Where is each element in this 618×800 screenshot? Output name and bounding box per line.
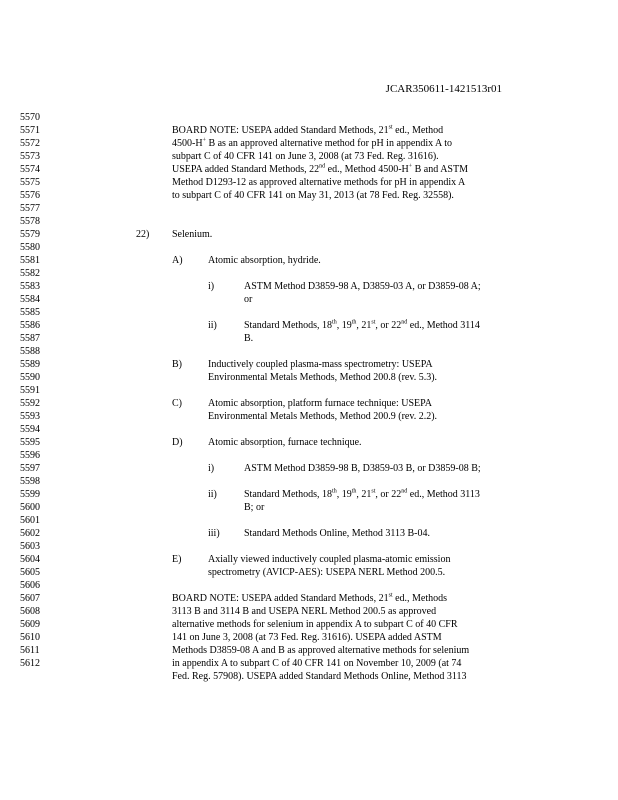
line-number: 5571 [20, 125, 40, 136]
line-number: 5580 [20, 242, 40, 253]
line-number: 5612 [20, 658, 40, 669]
item-a-ii-line-1: Standard Methods, 18th, 19th, 21st, or 22nd ed., Method 3114 [244, 319, 480, 331]
line-number: 5574 [20, 164, 40, 175]
line-number: 5591 [20, 385, 40, 396]
board-note-2-line-4: 141 on June 3, 2008 (at 73 Fed. Reg. 31616). USEPA added ASTM [172, 632, 442, 643]
line-number: 5583 [20, 281, 40, 292]
item-d-ii-line-2: B; or [244, 502, 265, 513]
line-number: 5610 [20, 632, 40, 643]
line-number: 5604 [20, 554, 40, 565]
line-number: 5595 [20, 437, 40, 448]
item-a-ii-label: ii) [208, 320, 217, 331]
item-e-line-1: Axially viewed inductively coupled plasma-atomic emission [208, 554, 451, 565]
board-note-2-line-6: in appendix A to subpart C of 40 CFR 141 on November 10, 2009 (at 74 [172, 658, 462, 669]
item-22-label: Selenium. [172, 229, 213, 240]
line-number: 5603 [20, 541, 40, 552]
board-note-2-line-7: Fed. Reg. 57908). USEPA added Standard Methods Online, Method 3113 [172, 671, 467, 682]
line-number: 5581 [20, 255, 40, 266]
line-number: 5585 [20, 307, 40, 318]
board-note-1-line-1: BOARD NOTE: USEPA added Standard Methods, 21st ed., Method [172, 124, 444, 136]
item-d-ii-line-1: Standard Methods, 18th, 19th, 21st, or 22nd ed., Method 3113 [244, 488, 480, 500]
line-number: 5579 [20, 229, 40, 240]
board-note-2-line-5: Methods D3859-08 A and B as approved alternative methods for selenium [172, 645, 470, 656]
item-d-text: Atomic absorption, furnace technique. [208, 437, 362, 448]
line-number: 5594 [20, 424, 40, 435]
item-d-label: D) [172, 437, 183, 448]
item-a-label: A) [172, 255, 183, 266]
line-number: 5593 [20, 411, 40, 422]
line-number: 5577 [20, 203, 40, 214]
board-note-2-line-1: BOARD NOTE: USEPA added Standard Methods, 21st ed., Methods [172, 592, 448, 604]
item-e-line-2: spectrometry (AVICP-AES): USEPA NERL Method 200.5. [208, 567, 446, 578]
item-c-line-2: Environmental Metals Methods, Method 200.9 (rev. 2.2). [208, 411, 438, 422]
line-number: 5584 [20, 294, 40, 305]
board-note-1-line-6: to subpart C of 40 CFR 141 on May 31, 2013 (at 78 Fed. Reg. 32558). [172, 190, 454, 201]
item-c-label: C) [172, 398, 182, 409]
line-number: 5598 [20, 476, 40, 487]
item-b-label: B) [172, 359, 182, 370]
line-number: 5578 [20, 216, 40, 227]
line-number: 5602 [20, 528, 40, 539]
line-number: 5589 [20, 359, 40, 370]
document-id-header: JCAR350611-1421513r01 [385, 83, 502, 95]
line-number: 5599 [20, 489, 40, 500]
item-d-i-line-1: ASTM Method D3859-98 B, D3859-03 B, or D3859-08 B; [244, 463, 481, 474]
line-number: 5607 [20, 593, 40, 604]
item-d-iii-label: iii) [208, 528, 220, 539]
line-number: 5575 [20, 177, 40, 188]
line-number: 5576 [20, 190, 40, 201]
board-note-2-line-2: 3113 B and 3114 B and USEPA NERL Method 200.5 as approved [172, 606, 437, 617]
board-note-1-line-4: USEPA added Standard Methods, 22nd ed., Method 4500-H+ B and ASTM [172, 163, 468, 175]
board-note-2-line-3: alternative methods for selenium in appendix A to subpart C of 40 CFR [172, 619, 458, 630]
item-b-line-1: Inductively coupled plasma-mass spectrometry: USEPA [208, 359, 433, 370]
item-d-ii-label: ii) [208, 489, 217, 500]
item-a-text: Atomic absorption, hydride. [208, 255, 321, 266]
line-number: 5587 [20, 333, 40, 344]
item-a-i-line-1: ASTM Method D3859-98 A, D3859-03 A, or D3859-08 A; [244, 281, 481, 292]
line-number: 5609 [20, 619, 40, 630]
line-number: 5586 [20, 320, 40, 331]
line-number: 5588 [20, 346, 40, 357]
line-number: 5573 [20, 151, 40, 162]
item-d-iii-line-1: Standard Methods Online, Method 3113 B-04. [244, 528, 431, 539]
line-number: 5570 [20, 112, 40, 123]
item-b-line-2: Environmental Metals Methods, Method 200.8 (rev. 5.3). [208, 372, 438, 383]
item-c-line-1: Atomic absorption, platform furnace technique: USEPA [208, 398, 433, 409]
line-number: 5600 [20, 502, 40, 513]
item-d-i-label: i) [208, 463, 215, 474]
item-a-i-line-2: or [244, 294, 253, 305]
item-a-i-label: i) [208, 281, 215, 292]
line-number: 5592 [20, 398, 40, 409]
line-number: 5608 [20, 606, 40, 617]
line-number: 5597 [20, 463, 40, 474]
item-a-ii-line-2: B. [244, 333, 254, 344]
board-note-1-line-5: Method D1293-12 as approved alternative methods for pH in appendix A [172, 177, 466, 188]
item-22-number: 22) [136, 229, 150, 240]
item-e-label: E) [172, 554, 182, 565]
line-number: 5582 [20, 268, 40, 279]
line-number: 5572 [20, 138, 40, 149]
line-number: 5601 [20, 515, 40, 526]
line-number: 5590 [20, 372, 40, 383]
line-number: 5596 [20, 450, 40, 461]
line-number: 5606 [20, 580, 40, 591]
board-note-1-line-3: subpart C of 40 CFR 141 on June 3, 2008 (at 73 Fed. Reg. 31616). [172, 151, 439, 162]
line-number: 5605 [20, 567, 40, 578]
line-number: 5611 [20, 645, 40, 656]
board-note-1-line-2: 4500-H+ B as an approved alternative method for pH in appendix A to [172, 137, 453, 149]
